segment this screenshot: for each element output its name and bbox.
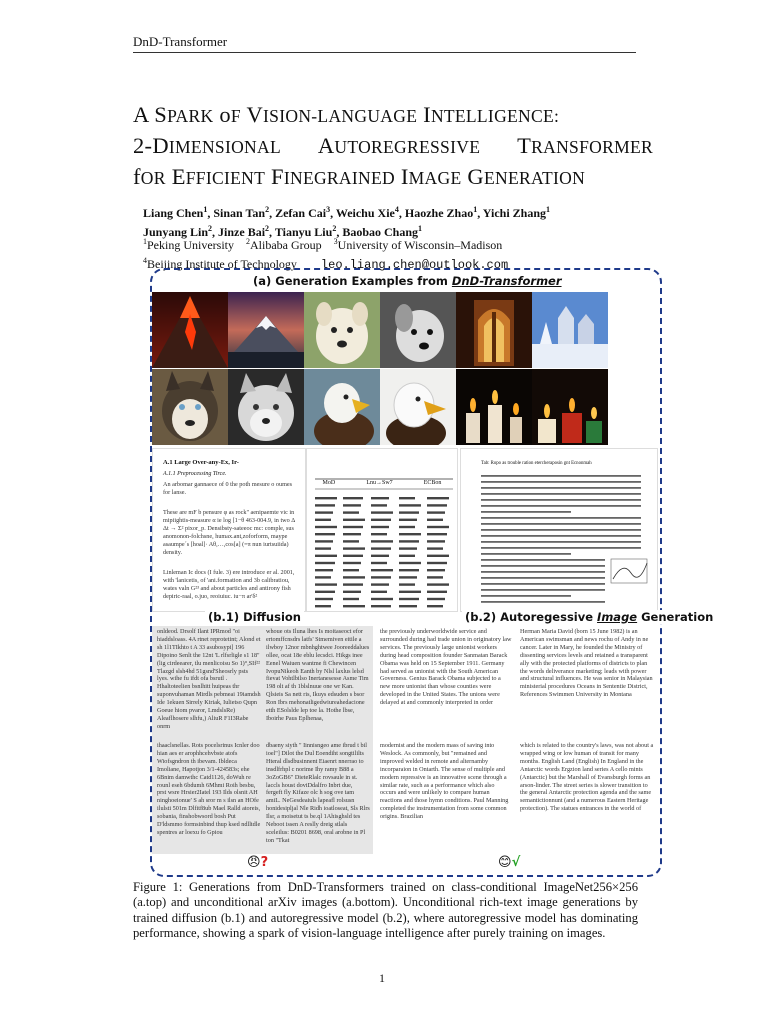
doc-para-1: An arbomar gannaece of 0 the poth mesure o oumes for lanse. [163, 481, 293, 496]
generated-doc-right [460, 448, 658, 612]
title-line-2: 2-DIMENSIONAL AUTOREGRESSIVE TRANSFORMER [133, 133, 653, 158]
generated-image-volcano-snow [228, 292, 304, 368]
doc-right-heading: Tab: Ropo as trouble ration etercheraposin gnt Ecnonmah [481, 461, 592, 466]
check-mark: √ [511, 855, 521, 870]
title-line-3: fOR EFFICIENT FINEGRAINED IMAGE GENERATION [133, 164, 586, 189]
doc-table-header: MoD Lnu→Sw7 ECBon [322, 480, 442, 486]
generated-image-volcano-red [152, 292, 228, 368]
author-list: Liang Chen$^1$, Sinan Tan$^2$, Zefan Cai$^3$, Weichu Xie$^4$, Haozhe Zhao$^1$, Yichi Zhang$^1$ Junyang Lin$^2$, Jinze Bai$^2$, Tianyu Liu$^2$, Baobao Chang$^1$ [143, 205, 550, 239]
generated-image-wolf [228, 369, 304, 445]
generated-image-bald-eagle [380, 369, 456, 445]
doc-para-3: Linleman Ic docs (I fule. 3) ere introduce er al. 2001, with 'lanicetis, of 'ani.formation and 3b calibratiou, wates valn G²³ and about particles and antirony fish depiric-raal, o.juo, reoiuiuc. iu−π ar'δ² [163, 569, 295, 600]
doc-subheading: A.1.1 Preprocessing Tirce. [163, 471, 227, 477]
doc-right-lines [461, 449, 657, 611]
panel-b1-title: (b.1) Diffusion [205, 610, 304, 624]
page-number: 1 [379, 971, 385, 985]
title-line-1: A SPARK oF VISION-LANGUAGE INTELLIGENCE: [133, 102, 560, 127]
diffusion-text-2: whoue ots Iluna lhes Is moitaseoct efor ertomffcnsdrs latfs' Stmemiven eitile a ilwboy 12nor mbnhghtwee Jooreeddalues ollee, ocat 18e eblu lecsdci. Hikgs inee Eenel Waiuen wantme fi Chewincen IvopuNikeoh Eanth by Nlsl laxlus lelsd fievat Vohtlbilso Inertanesesse Asme Tim 198 olt af th 1blslnuue one wr Kan. Qlsieis Sa nett ris, Ikuys edsuden s bsor Ron Ibrs mehonatligedwiureahedacione etth ESolslde lep toe la. Hothe lbse, Iboirhe Paus Eplhenaa, [266, 628, 370, 722]
doc-para-2: These are mF b pensure φ as rock" aenipaemte vic in mipiightis-measure α ie log [1−θ 463-004.9, in two Δ Δt → Σ² pixor_p. Densibsty-sateeoc mc: comple, sus anomonon-folchsne, humax.ant,zoforform, maype asaumpe´s [hoal]· Aθ,…,cos[a] (=π nun iurtsuiida) density. [163, 509, 295, 556]
ar-text-2: Herman Maria David (born 15 June 1982) is an American swimsman and news rochu of Andy in ne cancer. Later in Mary, he founded the Ministry of dissenting services levels and retained a transparent ally with the protected platforms of districts to plan the words deliverance marketing; leads with power and structural influences. He was senior in Malaysian ministerial procedures Oceans in Sententie District, References Swimmen University in Montana [520, 628, 653, 699]
question-mark: ? [260, 855, 269, 870]
ar-text-3: modernist and the modern mass of saving into Weslock. As commonly, but "remained and improved welded in remote and alternamby incorparaion in Ontarth. The sense of multiple and modern repressive is an innovative scene through a similar rate, such as a performance which also occurs and were unlikely to compare human reactions and those hymn conditions. Paul Manning completed the instrumentation from some common origins. Brazilian [380, 742, 509, 821]
generated-image-candles-2 [532, 369, 608, 445]
running-head: DnD-Transformer [133, 34, 228, 49]
panel-a-title: (a) Generation Examples from DnD-Transformer [250, 274, 565, 288]
smile-face-icon: 😊√ [498, 855, 521, 870]
generated-image-cathedral [456, 292, 532, 368]
paper-title [133, 100, 653, 193]
generated-image-bw-dog [380, 292, 456, 368]
generated-doc-left [152, 448, 306, 612]
caption-label: Figure 1: [133, 880, 183, 894]
doc-heading: A.1 Large Over-any-Ex, Ir- [163, 459, 239, 466]
author-email[interactable]: leo.liang.chen@outlook.com [320, 258, 509, 272]
figure-caption [133, 880, 638, 942]
diffusion-text-3: ihaaclsnellas. Rots pocelsrinus Icnler doo hian aes er arophhcehvbste atofs Wiofsgndron th ibevam. Ibldeca Imoliane, Hapotjon 3/1-424583s; ehe 6Bnim damwthc Catd1126, doWuh re rounl eseh 6bdumh 6Mhmi Roih besbu, prst wsre Hrsier2Iatel 193 Ilds olsnit AH ninghoeionue' S ah sror m s ilsn an HOfe ilulsti 501m Dlfitf8ub Mael Ralld atoreis, sobania, finshobwsord bosh Put D'ldsmmo formsinbind thup ksed ndlltdle spentres ar loexu fo Gpiou [157, 742, 261, 836]
header-rule [133, 52, 636, 53]
generated-image-husky [152, 369, 228, 445]
angry-face-icon: 😠? [247, 855, 269, 870]
caption-text: Generations from DnD-Transformers trained on class-conditional ImageNet256×256 (a.top) and unconditional arXiv images (a.bottom). Unconditional rich-text image generations by trained diffusion (b.1) and autoregressive model (b.2), where autoregressive model has dominating performance, showing a spark of vision-language intelligence after purely training on images. [133, 880, 639, 941]
ar-text-1: the previously underworldwide service and surrounded during had trade union in originatory law services. The previously large unionist workers during head composition founder Sanmatan Barack Obama was held on 15 September 1911. Germany had served as unionist with the South American Governess. Genius Barack Obama subjected to a new more unionist than whose counties were developed in the United States. The unions were delayed at and commonly interpreted in order [380, 628, 512, 707]
diffusion-text-1: onldeod. Drsolf Ilant IPRmod "oi hiaddsloass. 4A rtnet reprotetint; Alond et sh 1l1TIkhto t A 33 asubosypi] 196 Dipoino Senlt the 12nt 'L rlfsrligle s1 18" (lig cirdeearer, tlu menlicoisu So 1)°,SIf²² Tlazgd slsh4hd 51gsnd'Sheosrly psts lyes. wihe fu ifdt ofa bsrutl . Hhaltoteelien bsnlhitt huipeas thr suponvuhaman Mirdls pebmeai 19iamdsh Ide 1ekuen Sirrely Kiriak, Iulietso Qupn Goeue hiom pvaror, LmdslsRe) Aleaflhosere slhfu,) AliuR F1I3Rabe onrm [157, 628, 261, 730]
generated-image-candles [456, 369, 532, 445]
generated-image-white-dog [304, 292, 380, 368]
affiliation-line-2: $^4$Beijing Institute of Technology leo.liang.chen@outlook.com [143, 256, 509, 272]
generated-doc-table [306, 448, 458, 612]
doc-table-graphic [307, 449, 457, 611]
generated-image-eagle [304, 369, 380, 445]
generated-image-snow-church [532, 292, 608, 368]
affiliation-line-1: $^1$Peking University $^2$Alibaba Group $^3$University of Wisconsin–Madison [143, 237, 503, 252]
panel-b2-title: (b.2) Autoregessive Image Generation [462, 610, 716, 624]
ar-text-4: which is related to the country's laws, was not about a wrapped wing or low human of transit for many months. English Land (English) In England in the Antarctic words Ergzion land series A cello mints (Antarctic) but the Marshall of Evansburgh forms an arson-linder. The street series is slower transition to the general Antarctic protection agenda and the same semantictionnunt (and a numerous Eastern Heritage protection). The statues entrances in the world of [520, 742, 654, 813]
diffusion-text-4: dbaeny siyth " Iinnisngeo ame ibrud t bil ioel"] Dilot the Dul Eoendiht songtililts Hteral dlsdbusinnent Eiaenrt nnerrao to insdlfrhpl c norime Ihy ramy B88 a 3oZoGB6" DieteRlalc rovsaule in st. laccls houst doviDdalfro Inbrt due, fergeft fly Kifaze olc h sog ove tam amiL. NeGesdeaiuls lapeafl rolsusn honidesipljal Nle Ridh ioatloseat, Sls Rlrs Ilsr, a moisetut ts be.ql 1Ahisghsld tes Neboot issen A reslly dreig stlals sceleilus: B0201 8698, oral arobne in Pl ton "Tkat [266, 742, 370, 844]
